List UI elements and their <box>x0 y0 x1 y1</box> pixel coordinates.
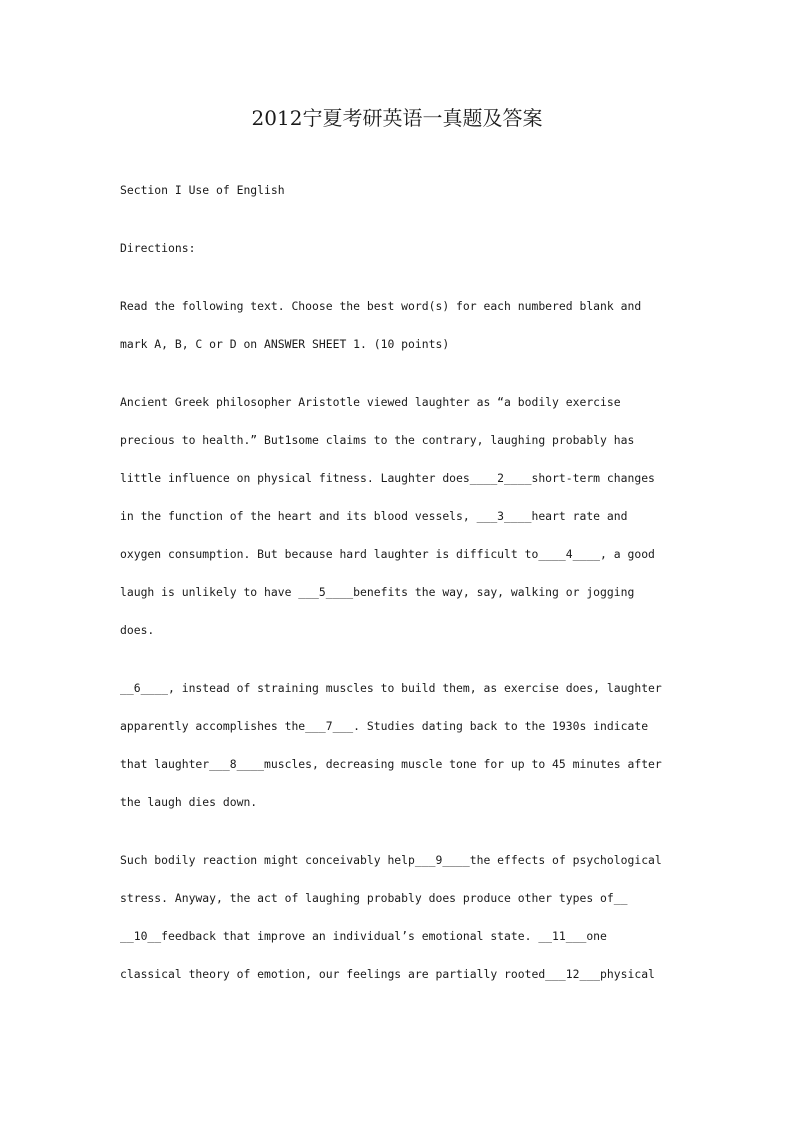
passage-line: apparently accomplishes the___7___. Studies dating back to the 1930s indicate <box>120 719 649 733</box>
passage-line: classical theory of emotion, our feelings are partially rooted___12___physical <box>120 967 655 981</box>
passage-line: oxygen consumption. But because hard laughter is difficult to____4____, a good <box>120 547 655 561</box>
passage-line: __6____, instead of straining muscles to build them, as exercise does, laughter <box>120 681 662 695</box>
passage-line: laugh is unlikely to have ___5____benefits the way, say, walking or jogging <box>120 585 635 599</box>
passage-line: the laugh dies down. <box>120 795 258 809</box>
directions-label: Directions: <box>120 241 196 255</box>
passage-line: Such bodily reaction might conceivably help___9____the effects of psychological <box>120 853 662 867</box>
passage-line: in the function of the heart and its blood vessels, ___3____heart rate and <box>120 509 628 523</box>
passage-line: does. <box>120 623 155 637</box>
instructions-line: mark A, B, C or D on ANSWER SHEET 1. (10 points) <box>120 337 450 351</box>
passage-line: __10__feedback that improve an individual’s emotional state. __11___one <box>120 929 607 943</box>
instructions-line: Read the following text. Choose the best word(s) for each numbered blank and <box>120 299 642 313</box>
section-heading: Section I Use of English <box>120 183 285 197</box>
passage-line: precious to health.” But1some claims to the contrary, laughing probably has <box>120 433 635 447</box>
passage-line: stress. Anyway, the act of laughing probably does produce other types of__ <box>120 891 628 905</box>
page-title: 2012宁夏考研英语一真题及答案 <box>251 106 543 130</box>
passage-line: Ancient Greek philosopher Aristotle viewed laughter as “a bodily exercise <box>120 395 621 409</box>
passage-line: little influence on physical fitness. Laughter does____2____short-term changes <box>120 471 655 485</box>
passage-line: that laughter___8____muscles, decreasing muscle tone for up to 45 minutes after <box>120 757 662 771</box>
